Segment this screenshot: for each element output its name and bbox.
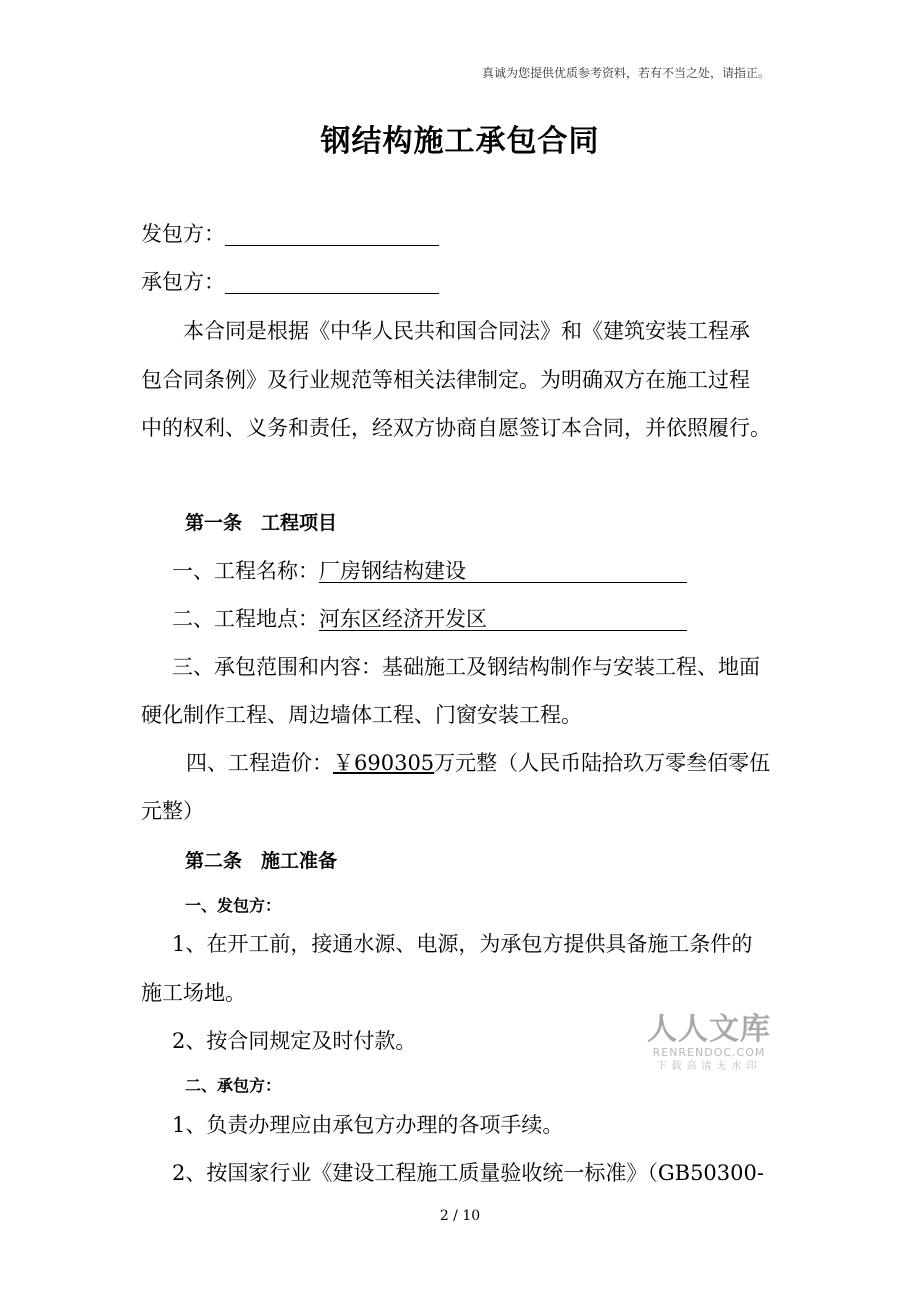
cost-value: ￥690305 — [333, 751, 435, 775]
cost-rest: 万元整（人民币陆拾玖万零叁佰零伍 — [434, 751, 771, 775]
sub2-item1: 1、负责办理应由承包方办理的各项手续。 — [172, 1113, 564, 1137]
article1-heading: 第一条 工程项目 — [185, 512, 338, 534]
scope-line-2: 硬化制作工程、周边墙体工程、门窗安装工程。 — [141, 703, 582, 727]
page-number: 2 / 10 — [439, 1208, 481, 1224]
watermark-domain: RENRENDOC.COM — [652, 1046, 766, 1059]
party-a-blank — [225, 224, 439, 246]
project-location-value: 河东区经济开发区 — [319, 609, 687, 631]
project-location-label: 二、工程地点： — [172, 607, 319, 631]
sub1-item1-line2: 施工场地。 — [141, 981, 246, 1005]
party-a-row — [141, 224, 439, 246]
party-b-row — [141, 272, 439, 294]
party-b-blank — [225, 272, 439, 294]
article2-sub1: 一、发包方： — [185, 896, 282, 915]
article2-heading: 第二条 施工准备 — [185, 850, 338, 872]
header-note: 真诚为您提供优质参考资料，若有不当之处，请指正。 — [482, 66, 771, 80]
sub1-item2: 2、按合同规定及时付款。 — [172, 1029, 417, 1053]
watermark — [646, 1014, 772, 1074]
sub2-item2: 2、按国家行业《建设工程施工质量验收统一标准》（GB50300- — [172, 1161, 764, 1185]
watermark-brand: 人人文库 — [647, 1012, 771, 1047]
project-name-value: 厂房钢结构建设 — [319, 561, 687, 583]
party-b-label: 承包方： — [141, 270, 225, 294]
intro-line-2: 包合同条例》及行业规范等相关法律制定。为明确双方在施工过程 — [141, 368, 750, 392]
watermark-slogan: 下载高清无水印 — [656, 1061, 762, 1072]
intro-line-1: 本合同是根据《中华人民共和国合同法》和《建筑安装工程承 — [183, 319, 750, 343]
cost-line-2: 元整） — [141, 799, 204, 823]
sub1-item1-line1: 1、在开工前，接通水源、电源，为承包方提供具备施工条件的 — [172, 932, 753, 956]
intro-line-3: 中的权利、义务和责任，经双方协商自愿签订本合同，并依照履行。 — [141, 416, 771, 440]
cost-label: 四、工程造价： — [186, 751, 333, 775]
scope-line-1: 三、承包范围和内容：基础施工及钢结构制作与安装工程、地面 — [172, 655, 760, 679]
project-name-label: 一、工程名称： — [172, 559, 319, 583]
cost-row — [186, 753, 770, 774]
project-name-row — [172, 561, 687, 583]
project-location-row — [172, 609, 687, 631]
party-a-label: 发包方： — [141, 222, 225, 246]
article2-sub2: 二、承包方： — [185, 1076, 282, 1095]
document-title: 钢结构施工承包合同 — [320, 124, 600, 159]
